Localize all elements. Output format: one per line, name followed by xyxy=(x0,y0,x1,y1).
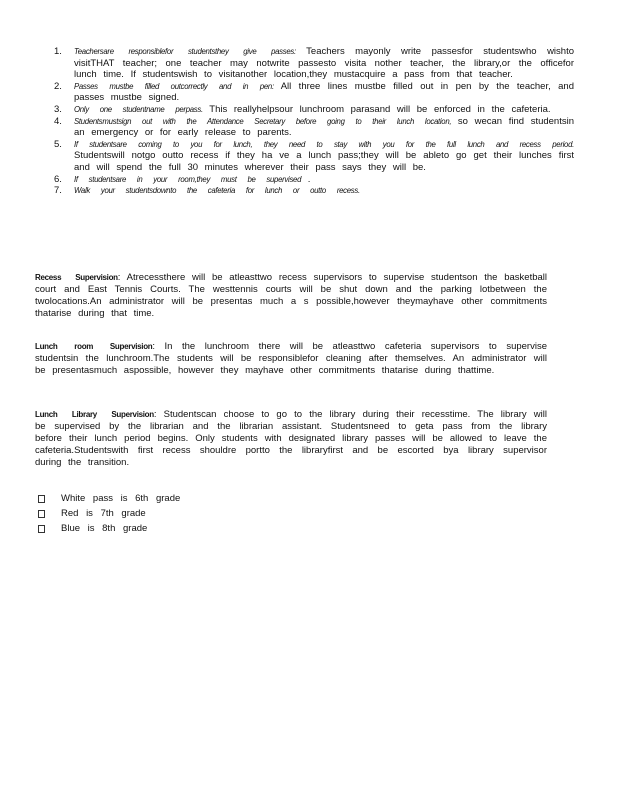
list-item-lead: Walk your studentsdownto the cafeteria for lunch or outto recess. xyxy=(74,186,360,196)
list-item-body: Teachers mayonly write passesfor studentswho wishto visitTHAT teacher; one teacher may notwrite passesto visita nother teacher, the library,or the officefor lunch time. If studentswish to visitanother location,they mustacquire a pass from that teacher. xyxy=(74,46,574,81)
list-item-body: . xyxy=(307,173,311,185)
list-item-text xyxy=(74,174,574,186)
section-body: : In the lunchroom there will be atleasttwo cafeteria supervisors to supervise studentsin the lunchroom.The students will be responsiblefor cleaning after themselves. An administrator will be presentasmuch aspossible, however they mayhave other commitments thatarise during thattime. xyxy=(35,341,547,376)
bullet-box-icon xyxy=(38,510,45,518)
section-body: : Atrecessthere will be atleasttwo recess supervisors to supervise studentson the basketball court and East Tennis Courts. The westtennis courts will be shut down and the parking lotbetween the twolocations.An administrator will be presentas much a s possible,however theymayhave other commitments thatarise during that time. xyxy=(35,272,547,319)
list-number: 3. xyxy=(54,103,62,115)
bullet-box-icon xyxy=(38,495,45,503)
list-item-text xyxy=(74,104,574,116)
bullet-text: Red is 7th grade xyxy=(61,508,146,519)
list-number: 6. xyxy=(54,173,62,185)
list-item xyxy=(54,104,574,116)
list-item-lead: If studentsare in your room,they must be supervised xyxy=(74,174,302,184)
bullet-box-icon xyxy=(38,525,45,533)
list-item-lead: If studentsare coming to you for lunch, they need to stay with you for the full lunch and recess period. xyxy=(74,139,574,149)
list-item-lead: Teachersare responsiblefor studentsthey give passes: xyxy=(74,47,296,56)
list-item xyxy=(54,185,574,197)
list-item-lead: Studentsmustsign out with the Attendance Secretary before going to their lunch location, xyxy=(74,116,452,126)
list-item-body: This reallyhelpsour lunchroom parasand will be enforced in the cafeteria. xyxy=(209,103,551,115)
pass-color-list xyxy=(35,491,275,536)
list-item-text xyxy=(74,139,574,174)
list-item xyxy=(54,116,574,139)
list-number: 5. xyxy=(54,138,62,150)
library-supervision-paragraph xyxy=(35,409,547,469)
lunchroom-supervision-paragraph xyxy=(35,341,547,377)
bullet-text: White pass is 6th grade xyxy=(61,493,181,504)
list-item-body: so wecan find studentsin an emergency or for early release to parents. xyxy=(74,115,575,139)
list-item xyxy=(54,81,574,104)
list-item xyxy=(54,139,574,174)
numbered-list xyxy=(54,46,574,197)
list-item-lead: Only one studentname perpass. xyxy=(74,104,203,114)
list-item-lead: Passes mustbe filled outcorrectly and in pen: xyxy=(74,81,274,91)
section-heading: Lunch room Supervision xyxy=(35,342,153,351)
list-number: 4. xyxy=(54,115,62,127)
recess-supervision-paragraph xyxy=(35,272,547,320)
list-item-text xyxy=(74,185,574,197)
list-item-text xyxy=(74,81,574,104)
section-heading: Recess Supervision xyxy=(35,273,118,282)
list-number: 1. xyxy=(54,46,62,57)
list-number: 7. xyxy=(54,185,62,197)
list-item xyxy=(35,491,275,506)
list-item-text xyxy=(74,46,574,81)
list-item-body: All three lines mustbe filled out in pen by the teacher, and passes mustbe signed. xyxy=(74,80,574,104)
list-item xyxy=(54,174,574,186)
list-number: 2. xyxy=(54,80,62,92)
list-item xyxy=(35,521,275,536)
section-heading: Lunch Library Supervision xyxy=(35,410,154,419)
section-body: : Studentscan choose to go to the library during their recesstime. The library will be supervised by the librarian and the librarian assistant. Studentsneed to geta pass from the library before their lunch period begins. Only students with designated library passes will be allowed to leave the cafeteria.Studentswith first recess shouldre portto the libraryfirst and be escorted bya library supervisor during the transition. xyxy=(35,409,547,468)
list-item-body: Studentswill notgo outto recess if they ha ve a lunch pass;they will be ableto go get their lunches first and will spend the full 30 minutes wherever their pass says they will be. xyxy=(74,150,574,173)
bullet-text: Blue is 8th grade xyxy=(61,523,148,534)
list-item xyxy=(35,506,275,521)
list-item xyxy=(54,46,574,81)
list-item-text xyxy=(74,116,574,139)
